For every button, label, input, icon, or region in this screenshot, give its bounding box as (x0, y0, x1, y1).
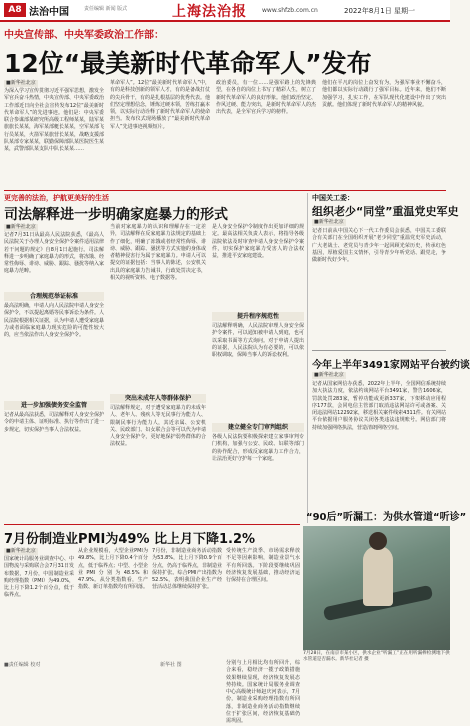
right-divider (312, 350, 446, 351)
youth-title: 组织老少“同堂”重温党史军史 (312, 205, 459, 218)
pmi-col3: 7月份，非制造业商务活动指数为53.8%，比上月下降0.9个百分点，仍高于临界点，非制造业保持扩张。综合PMI产出指数为52.5%，表明我国企业生产经营活动总体继续保持扩张。 (152, 548, 223, 591)
websites-byline: ■新华社北京 (314, 372, 344, 378)
pmi-divider (4, 524, 300, 525)
judicial-col3-text-b: 司法解释明确，人民法院审理人身安全保护令案件，可以通知被申请人到庭，也可以采取书面等方式询问。对于申请人提出的证据，人民法院认为有必要的，可以依职权调取，保障当事人的诉讼权利。 (212, 323, 304, 359)
judicial-subhead-1: 合理规范举证标准 (4, 292, 104, 301)
youth-kicker: 中国关工委： (312, 194, 354, 202)
pmi-col2: 从企业规模看，大型企业PMI为49.8%，比上月下降0.4个百分点，低于临界点；中型、小型企业PMI分别为48.5%和47.9%。从分类指数看，生产指数、新订单指数均有所回落。 (78, 548, 149, 591)
judicial-col1-text-c: 记者从最高法获悉，司法解释对人身安全保护令的申请主体、证明标准、执行等作出了进一步规定，切实保护当事人合法权益。 (4, 412, 105, 433)
youth-byline: ■新华社北京 (314, 219, 344, 225)
worker-figure (363, 546, 393, 606)
websites-title: 今年上半年3491家网站平台被约谈 (312, 360, 470, 371)
newspaper-logo: 上海法治报 (172, 4, 247, 20)
worker-head (369, 532, 387, 550)
editor-tags: 责任编辑 新闻 版式 (84, 6, 128, 12)
judicial-col2-text: 当前对家庭暴力的认识和理解存在一定差异，司法解释在反家庭暴力法规定的基础上作了细化，明确了冻饿或者经常性侮辱、诽谤、威胁、跟踪、骚扰等方式实施的身体或者精神侵害行为属于家庭暴力。申请人可以提交的证据包括：当事人的陈述，公安机关出具的家庭暴力告诫书，行政处罚决定书，相关的视听资料、电子数据等。 (110, 224, 206, 282)
photo-caption: 7月28日，在南京市某小区，供水企业“听漏工”正在用听漏棒检测地下供水管道是否漏水。新华社记者 摄 (303, 651, 450, 662)
judicial-col3-text-c: 各级人民法院要积极探索建立家事审判专门机构，加强与公安、民政、妇联等部门的协作配合，形成反家庭暴力工作合力，让法治更好守护每一个家庭。 (212, 434, 304, 462)
judicial-col2-text-b: 司法解释规定，对于遭受家庭暴力的未成年人、老年人、残疾人等无民事行为能力人、限制民事行为能力人，其近亲属、公安机关、民政部门、妇女联合会等可以代为申请人身安全保护令，更好地保护弱势群体的合法权益。 (110, 405, 206, 448)
page-number-badge: A8 (4, 3, 26, 17)
column-divider (307, 193, 308, 523)
footer-editor: ■责任编辑 校对 (4, 662, 41, 668)
judicial-col1-text: 记者7月31日从最高人民法院获悉，《最高人民法院关于办理人身安全保护令案件适用法律若干问题的规定》自8月1日起施行。司法解释进一步明确了家庭暴力的形式，将冻饿、经常性侮辱、诽谤、威胁、跟踪、骚扰等纳入家庭暴力范畴。 (4, 232, 105, 275)
section-name: 法治中国 (29, 7, 69, 18)
lead-column-4: 他们在平凡的岗位上奋发有为，为强军事业不懈奋斗，他们都以实际行动践行了强军目标。近年来，他们不断加强学习，扎实工作，在军队现代化建设中作出了突出贡献。他们体现了新时代革命军人的精神风貌。 (322, 80, 446, 108)
issue-date: 2022年8月1日 星期一 (344, 7, 415, 15)
website-url: www.shfzb.com.cn (262, 7, 318, 14)
lead-column-2: 革命军人”。12位“最美新时代革命军人”中，有的是科技创新的领军人才，有的是备战打仗的尖兵骨干，有的是扎根基层的优秀代表。他们坚定理想信念，锤炼过硬本领，苦练打赢本领，以实际行动诠释了新时代革命军人的使命担当。发布仪式现场播放了“最美新时代革命军人”先进事迹视频短片。 (110, 80, 211, 130)
section-divider (4, 190, 446, 191)
judicial-kicker: 更完善的法治，护航更美好的生活 (4, 194, 109, 202)
pmi-col4: 受传统生产淡季、市场需求释放不足等因素影响，制造业景气水平有所回落。下阶段要继续巩固经济恢复发展基础，推动经济运行保持在合理区间。 (226, 548, 300, 584)
judicial-subhead-5: 建立健全专门审判组织 (212, 423, 304, 432)
lead-byline: ■新华社北京 (6, 80, 36, 86)
lead-headline: 12位“最美新时代革命军人”发布 (4, 49, 372, 78)
judicial-subhead-3: 突出未成年人等群体保护 (110, 394, 206, 403)
judicial-col3-text: 是人身安全保护令制度作出更加详细的规定。最高法相关负责人表示，将指导各级法院依法及时审查申请人身安全保护令案件，切实保护家庭暴力受害人的合法权益，推进平安家庭建设。 (212, 224, 304, 260)
judicial-col1-text-b: 最高法明确，申请人向人民法院申请人身安全保护令，不以提起离婚等民事诉讼为条件。人民法院根据相关证据，认为申请人遭受家庭暴力或者面临家庭暴力现实危险的可能性较大的，应当依法作出人身安全保护令。 (4, 303, 105, 339)
lead-column-3: 政治委员，有一位……是强军路上的先锋典型，在各自的岗位上书写了精彩人生，树立了新时代革命军人的良好形象。他们政治坚定、作风过硬、能力突出，是新时代革命军人的杰出代表，是全军官兵学习的榜样。 (216, 80, 317, 116)
websites-body: 记者从国家网信办获悉，2022年上半年，全国网信系统持续加大执法力度，依法约谈网站平台3491家，警告1606家，罚款处罚283家，暂停功能或更新337家，下架移动应用程序177款，会同电信主管部门取消违法网站许可或备案、关闭违法网站12292家，移送相关案件线索4311件。有关网站平台依据用户服务协议关闭各类违法违规账号。网信部门将持续加强网络执法，营造清朗网络空间。 (312, 381, 446, 431)
lead-column-1: 为深入学习宣传贯彻习近平强军思想，激发全军官兵奋斗热情，中央宣传部、中央军委政治工作部近日向全社会宣传发布12位“最美新时代革命军人”的先进事迹。他们是：中央军委联合参谋部某研究所高级工程师某某，陆军某旅旅长某某，海军某部艇长某某，空军某部飞行员某某，火箭军某旅营长某某，战略支援部队某部专家某某，联勤保障部队某医院医生某某，武警部队某支队中队长某某…… (4, 88, 105, 153)
judicial-subhead-2: 进一步加强债务安全监管 (4, 401, 104, 410)
lead-kicker: 中央宣传部、中央军委政治工作部： (4, 30, 164, 41)
pmi-byline: ■新华社北京 (6, 548, 36, 554)
pipes-title: “90后”听漏工：为供水管道“听诊” (306, 512, 467, 523)
pipe-inspector-photo (303, 526, 450, 650)
judicial-subhead-4: 提升程序规范性 (212, 312, 304, 321)
pmi-col1: 国家统计局服务业调查中心、中国物流与采购联合会7月31日发布数据，7月份，中国制造业采购经理指数（PMI）为49.0%，比上月下降1.2个百分点，低于临界点。 (4, 556, 75, 599)
judicial-title: 司法解释进一步明确家庭暴力的形式 (4, 207, 228, 223)
footer-photo-credit: 新华社 图 (160, 662, 182, 668)
judicial-byline: ■新华社北京 (6, 224, 36, 230)
pmi-title: 7月份制造业PMI为49% 比上月下降1.2% (4, 532, 256, 547)
pmi-continued: 分别与上月相比均有所回升，综合来看，稳经济一揽子政策措施效果继续显现，经济恢复发展态势持续。国家统计局服务业调查中心高级统计师赵庆河表示，7月份，制造业采购经理指数有所回落，非制造业商务活动指数继续位于扩张区间，经济恢复基础仍需巩固。 (226, 660, 300, 725)
youth-body: 记者日前从中国关心下一代工作委员会获悉，中国关工委联合有关部门在全国组织开展“老少同堂”重温党史军史活动，广大老战士、老党员与青少年一起回顾光荣历史，传承红色基因，厚植爱国主义情怀，引导青少年听党话、跟党走，争做新时代好少年。 (312, 228, 446, 264)
